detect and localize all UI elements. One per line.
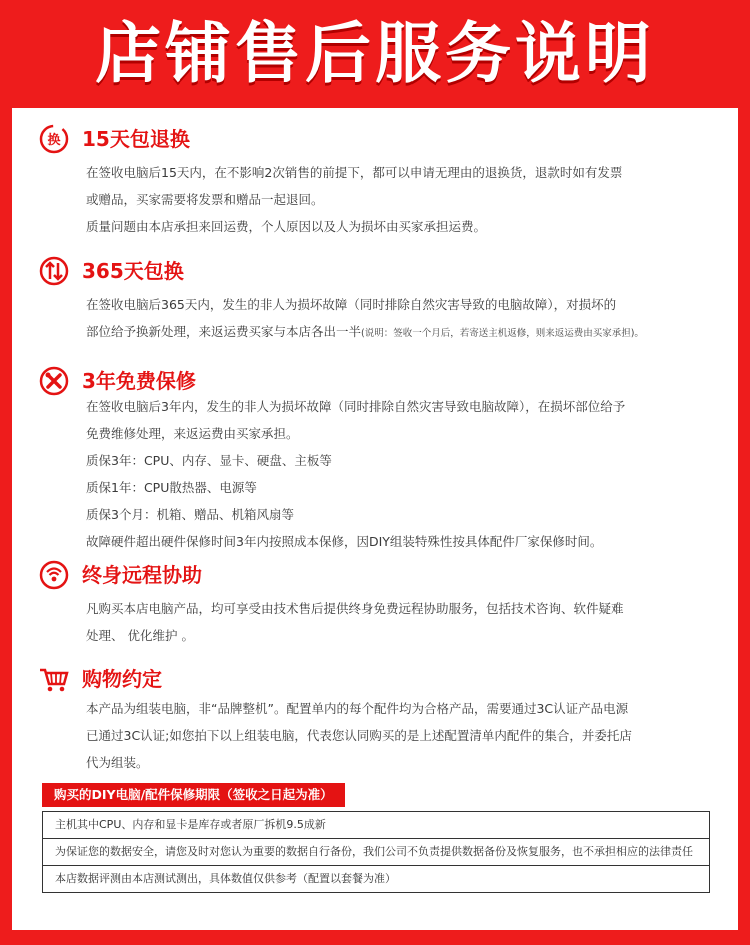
body-line-note: (说明：签收一个月后，若寄送主机返修，则来返运费由买家承担)。: [361, 328, 644, 339]
body-line: 质量问题由本店承担来回运费，个人原因以及人为损坏由买家承担运费。: [86, 219, 487, 234]
body-line: 凡购买本店电脑产品，均可享受由技术售后提供终身免费远程协助服务，包括技术咨询、软件疑难: [86, 601, 624, 616]
shopping-cart-icon: [38, 663, 70, 695]
note-row: 本店数据评测由本店测试测出，具体数值仅供参考（配置以套餐为准）: [55, 872, 396, 885]
section-body: [86, 159, 714, 240]
section-title: 3年免费保修: [82, 369, 196, 393]
body-line: 质保1年：CPU散热器、电源等: [86, 480, 257, 495]
section-title: 365天包换: [82, 259, 184, 283]
body-line: 质保3年：CPU、内存、显卡、硬盘、主板等: [86, 453, 332, 468]
body-line: 免费维修处理，来返运费由买家承担。: [86, 426, 299, 441]
section-body: [86, 393, 714, 555]
body-line-main: 部位给予换新处理，来返运费买家与本店各出一半: [86, 324, 362, 339]
body-line: 代为组装。: [86, 755, 149, 770]
header-banner: [0, 0, 750, 108]
body-line: 在签收电脑后3年内，发生的非人为损坏故障（同时排除自然灾害导致电脑故障），在损坏部位给予: [86, 399, 626, 414]
body-line: 在签收电脑后15天内，在不影响2次销售的前提下，都可以申请无理由的退换货，退款时如有发票: [86, 165, 623, 180]
section-title: 15天包退换: [82, 127, 190, 151]
section-title: 购物约定: [82, 667, 162, 691]
section-body: [86, 695, 714, 776]
swap-arrows-icon: [38, 255, 70, 287]
section-body: [86, 595, 714, 649]
tools-icon: [38, 365, 70, 397]
body-line: 或赠品，买家需要将发票和赠品一起退回。: [86, 192, 324, 207]
note-row: 为保证您的数据安全，请您及时对您认为重要的数据自行备份，我们公司不负责提供数据备份及恢复服务，也不承担相应的法律责任: [43, 839, 709, 866]
svg-text:换: 换: [47, 133, 61, 148]
remote-signal-icon: [38, 559, 70, 591]
section-body: [86, 291, 714, 345]
body-line: 在签收电脑后365天内，发生的非人为损坏故障（同时排除自然灾害导致的电脑故障），对损坏的: [86, 297, 617, 312]
body-line: 处理、 优化维护 。: [86, 628, 194, 643]
body-line: 已通过3C认证;如您拍下以上组装电脑，代表您认同购买的是上述配置清单内配件的集合，并委托店: [86, 728, 632, 743]
body-line: 质保3个月：机箱、赠品、机箱风扇等: [86, 507, 294, 522]
content-panel: [12, 108, 738, 930]
exchange-icon: [38, 123, 70, 155]
notes-table: [42, 811, 710, 893]
warranty-period-tag: 购买的DIY电脑/配件保修期限（签收之日起为准）: [42, 783, 345, 807]
page-title: 店铺售后服务说明: [95, 15, 655, 92]
body-line: 故障硬件超出硬件保修时间3年内按照成本保修，因DIY组装特殊性按具体配件厂家保修时间。: [86, 534, 603, 549]
note-row: 主机其中CPU、内存和显卡是库存或者原厂拆机9.5成新: [43, 812, 709, 839]
body-line: 本产品为组装电脑，非“品牌整机”。配置单内的每个配件均为合格产品，需要通过3C认证产品电源: [86, 701, 629, 716]
section-title: 终身远程协助: [82, 563, 202, 587]
body-line: [86, 318, 714, 345]
